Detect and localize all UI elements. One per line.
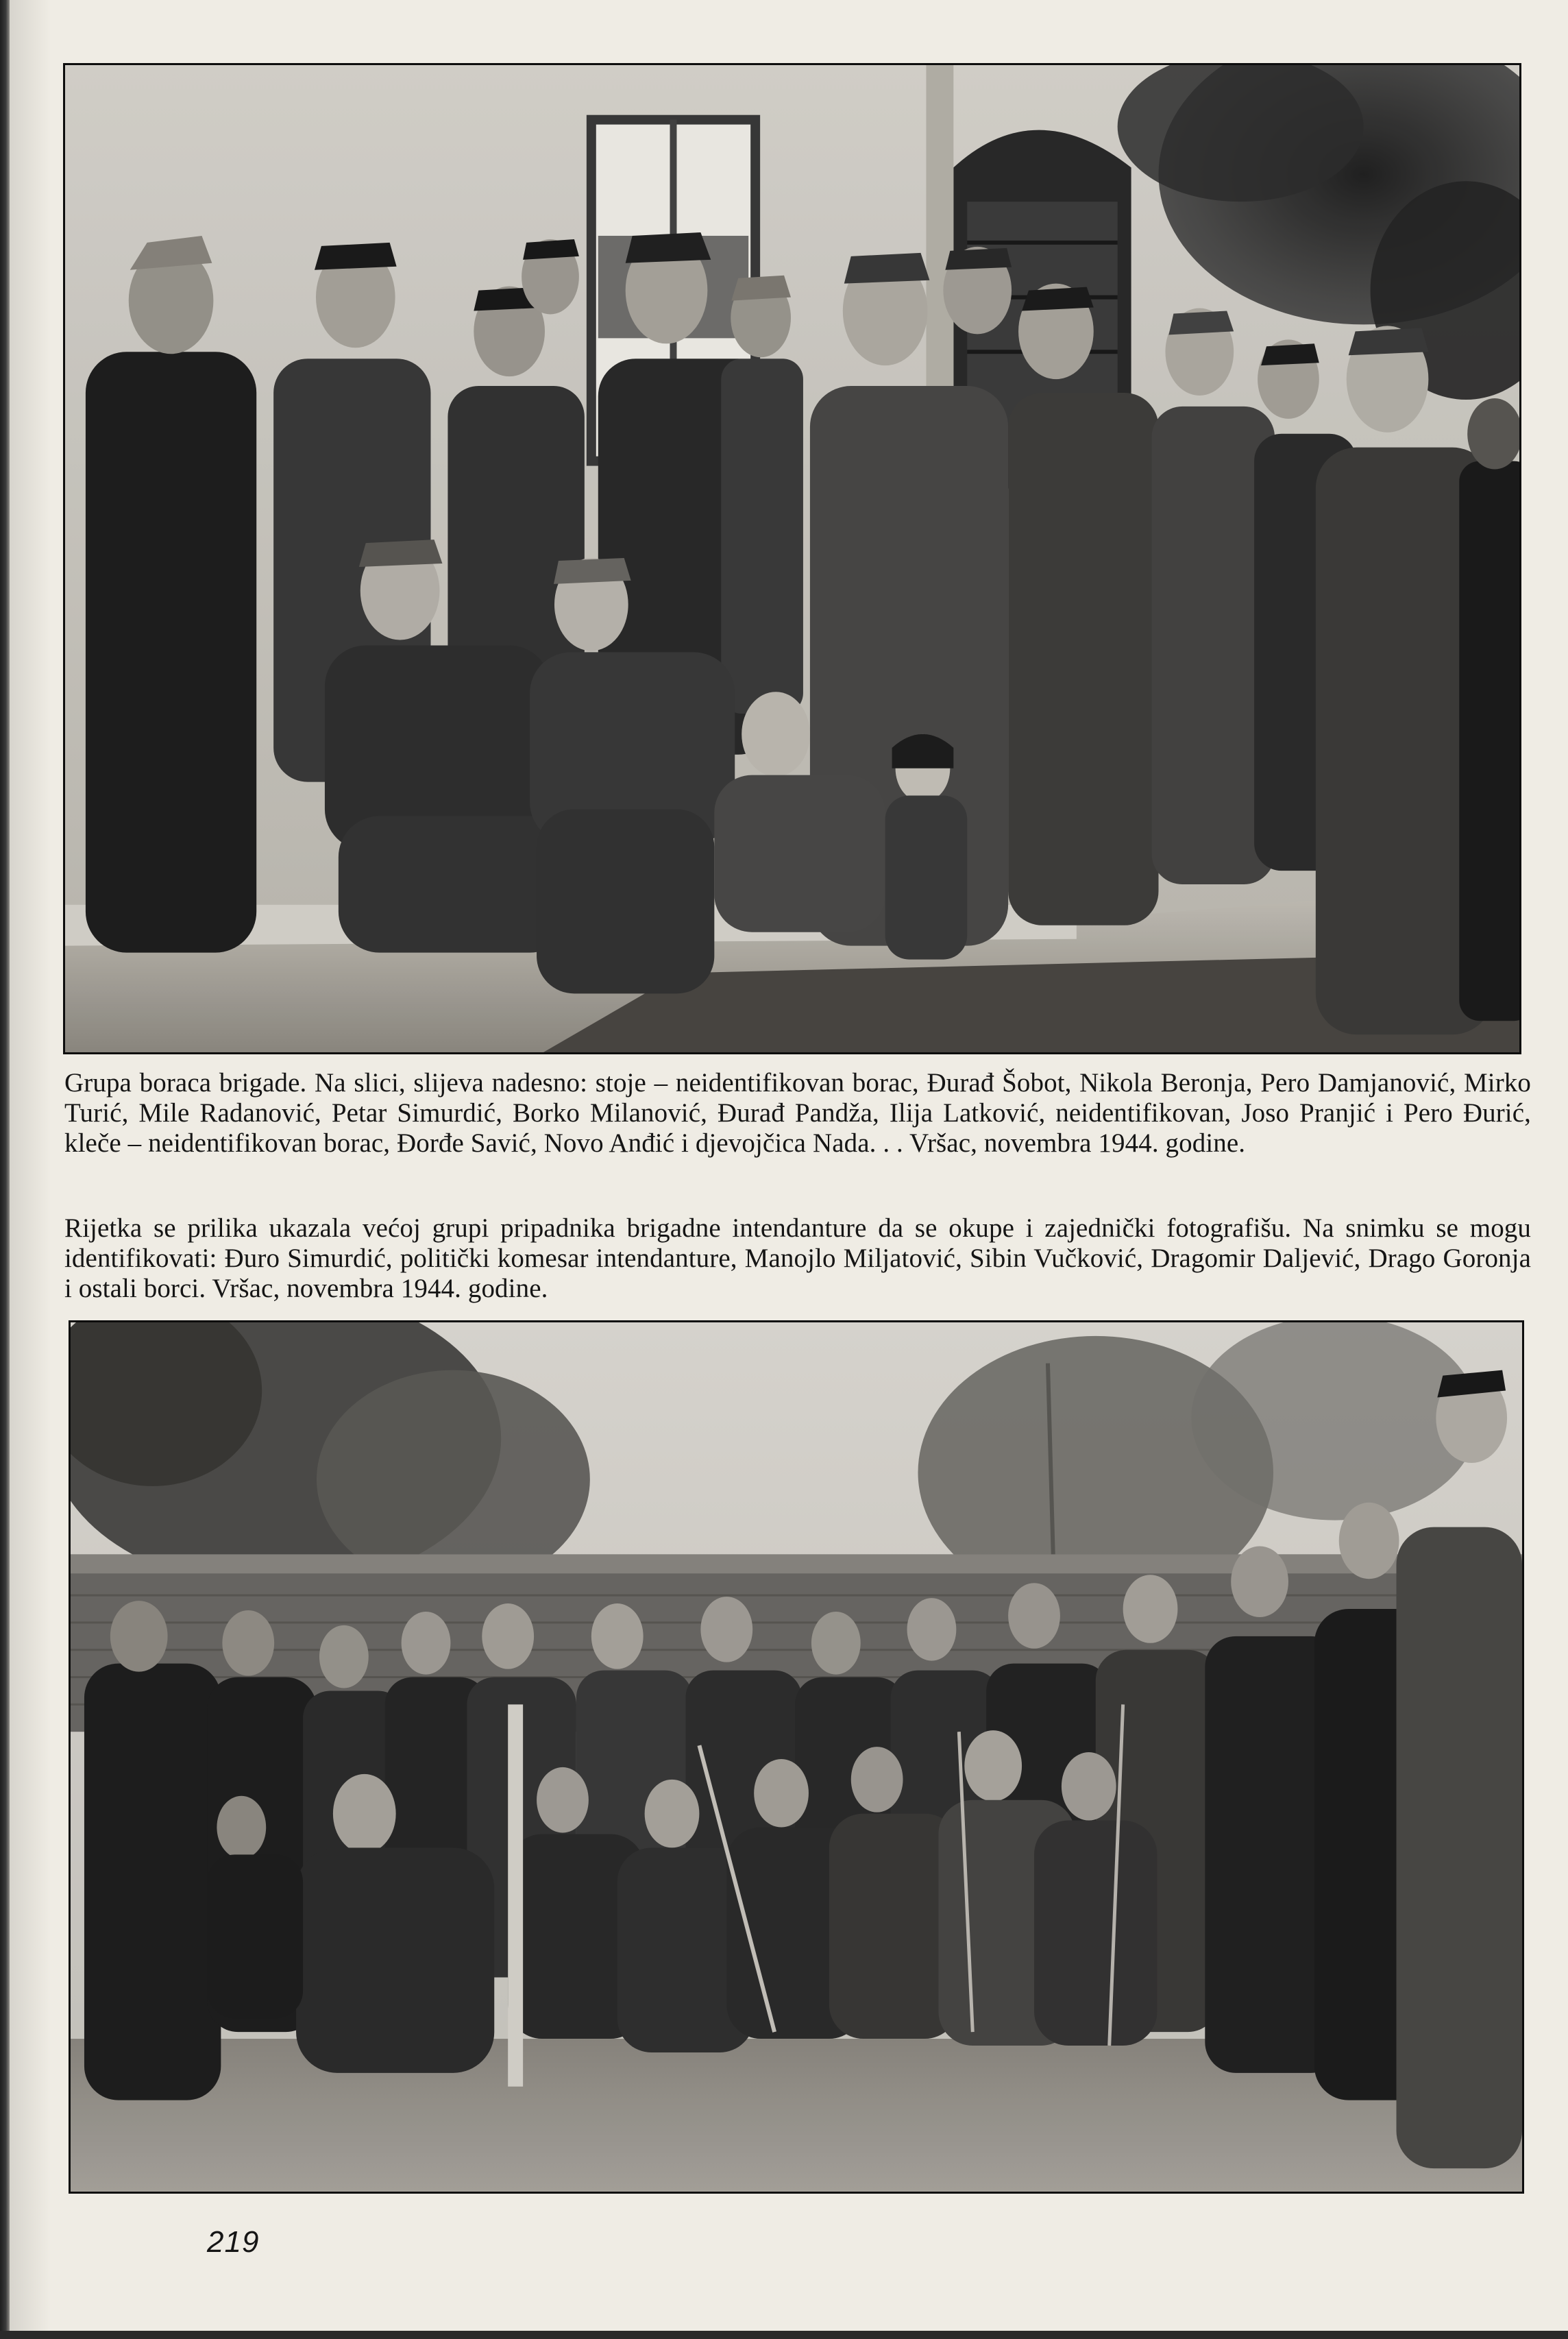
caption-photo-2: Rijetka se prilika ukazala većoj grupi pripadnika brigadne intendanture da se okupe i zajednički fotografišu. Na snimku se mogu identifikovati: Đuro Simurdić, politički komesar intendanture, Manojlo Miljatović, Sibin Vučković, Dragomir Daljević, Drago Goronja i ostali borci. Vršac, novembra 1944. godine. [64,1213,1531,1303]
photo-2-image [71,1322,1522,2192]
caption-photo-1: Grupa boraca brigade. Na slici, slijeva nadesno: stoje – neidentifikovan borac, Đurađ Šobot, Nikola Beronja, Pero Damjanović, Mirko Turić, Mile Radanović, Petar Simurdić, Borko Milanović, Đurađ Pandža, Ilija Latković, neidentifikovan, Joso Pranjić i Pero Đurić, kleče – neidentifikovan borac, Đorđe Savić, Novo Anđić i djevojčica Nada. . . Vršac, novembra 1944. godine. [64,1068,1531,1158]
group-photo-brigade-fighters [63,63,1521,1054]
scan-bottom-edge [0,2331,1568,2339]
photo-1-image [65,65,1519,1052]
group-photo-brigade-quartermasters [69,1320,1524,2194]
page-gutter-shadow [10,0,51,2339]
scan-left-edge [0,0,10,2339]
page-number: 219 [207,2225,260,2259]
